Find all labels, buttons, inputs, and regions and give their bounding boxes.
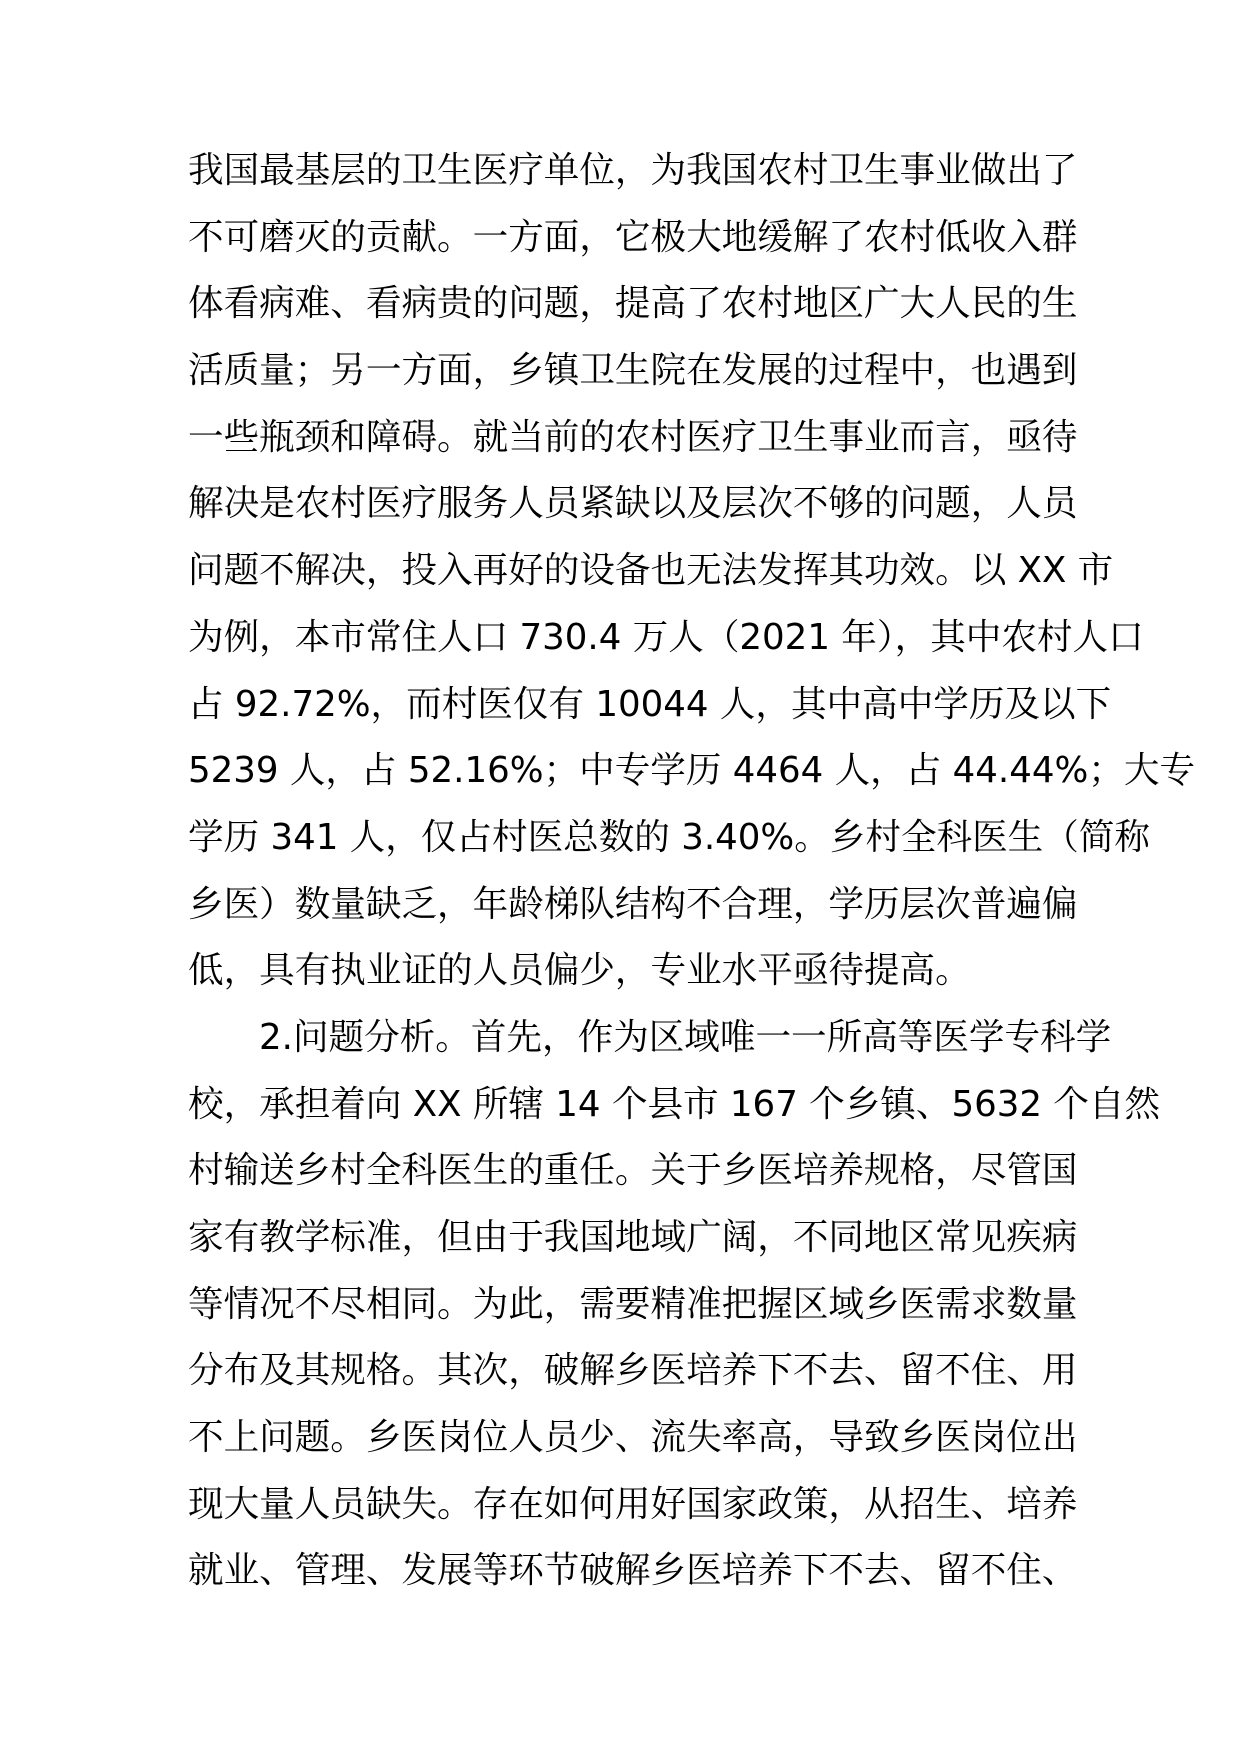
paragraph-start-line: 2.问题分析。首先，作为区域唯一一所高等医学专科学 — [259, 1016, 1112, 1058]
text-line: 学历 341 人，仅占村医总数的 3.40%。乡村全科医生（简称 — [188, 816, 1150, 858]
text-line: 就业、管理、发展等环节破解乡医培养下不去、留不住、 — [188, 1550, 1078, 1592]
text-line: 为例，本市常住人口 730.4 万人（2021 年），其中农村人口 — [188, 616, 1144, 658]
text-line: 不上问题。乡医岗位人员少、流失率高，导致乡医岗位出 — [188, 1417, 1078, 1459]
text-line: 占 92.72%，而村医仅有 10044 人，其中高中学历及以下 — [188, 683, 1112, 725]
text-line: 不可磨灭的贡献。一方面，它极大地缓解了农村低收入群 — [188, 216, 1078, 258]
text-line: 校，承担着向 XX 所辖 14 个县市 167 个乡镇、5632 个自然 — [188, 1083, 1161, 1125]
text-line: 我国最基层的卫生医疗单位，为我国农村卫生事业做出了 — [188, 150, 1078, 191]
text-line: 体看病难、看病贵的问题，提高了农村地区广大人民的生 — [188, 283, 1078, 325]
paragraph-end-line: 低，具有执业证的人员偏少，专业水平亟待提高。 — [188, 950, 971, 992]
text-line: 活质量；另一方面，乡镇卫生院在发展的过程中，也遇到 — [188, 350, 1078, 392]
text-line: 分布及其规格。其次，破解乡医培养下不去、留不住、用 — [188, 1350, 1078, 1392]
document-body-text — [188, 138, 1196, 1605]
text-line: 解决是农村医疗服务人员紧缺以及层次不够的问题，人员 — [188, 483, 1078, 525]
text-line: 乡医）数量缺乏，年龄梯队结构不合理，学历层次普遍偏 — [188, 883, 1078, 925]
text-line: 等情况不尽相同。为此，需要精准把握区域乡医需求数量 — [188, 1283, 1078, 1325]
text-line: 5239 人，占 52.16%；中专学历 4464 人，占 44.44%；大专 — [188, 750, 1196, 792]
text-line: 家有教学标准，但由于我国地域广阔，不同地区常见疾病 — [188, 1217, 1078, 1258]
text-line: 一些瓶颈和障碍。就当前的农村医疗卫生事业而言，亟待 — [188, 416, 1078, 458]
text-line: 现大量人员缺失。存在如何用好国家政策，从招生、培养 — [188, 1483, 1078, 1525]
text-line: 问题不解决，投入再好的设备也无法发挥其功效。以 XX 市 — [188, 550, 1114, 592]
text-line: 村输送乡村全科医生的重任。关于乡医培养规格，尽管国 — [188, 1150, 1078, 1192]
